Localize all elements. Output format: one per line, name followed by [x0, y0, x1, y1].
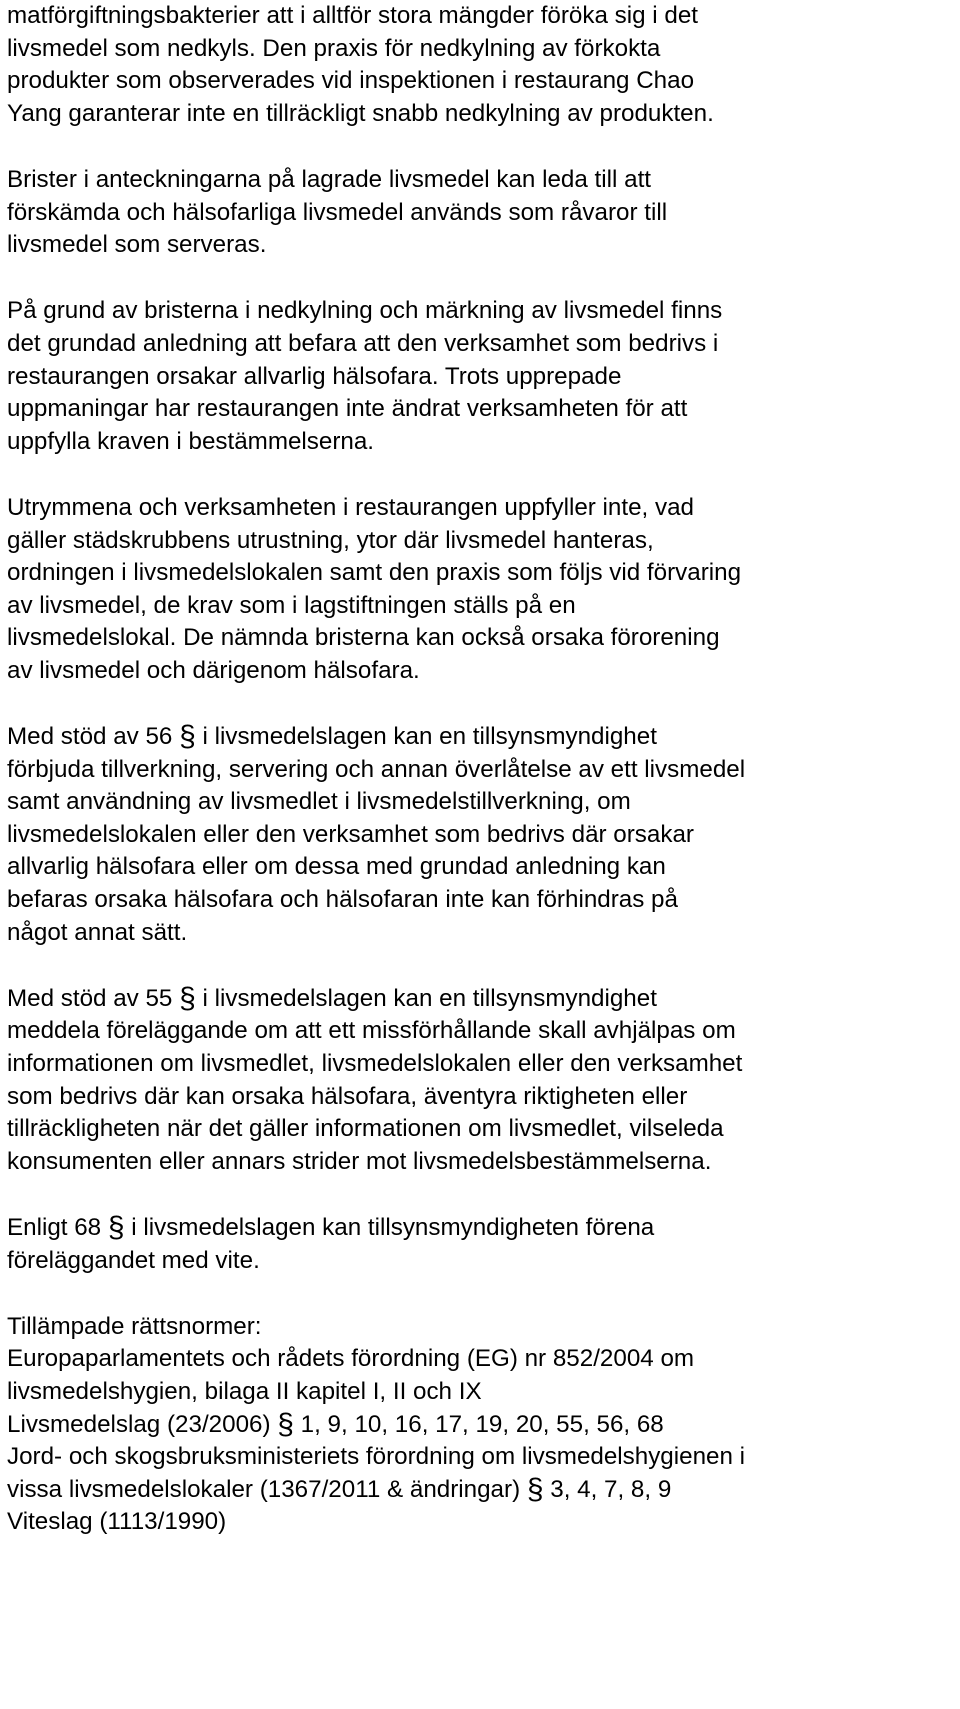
section-sign: § [107, 1210, 125, 1244]
text-line: konsumenten eller annars strider mot livsmedelsbestämmelserna. [7, 1147, 712, 1175]
text-line: uppmaningar har restaurangen inte ändrat verksamheten för att [7, 395, 688, 423]
text-line: restaurangen orsakar allvarlig hälsofara. Trots upprepade [7, 362, 622, 390]
text-fragment: 1, 9, 10, 16, 17, 19, 20, 55, 56, 68 [293, 1410, 664, 1438]
norm-line [7, 1409, 955, 1442]
paragraph-premises [7, 492, 955, 688]
text-line: samt användning av livsmedlet i livsmedelstillverkning, om [7, 788, 631, 816]
norm-line: Jord- och skogsbruksministeriets förordning om livsmedelshygienen i [7, 1443, 746, 1471]
text-line: livsmedelslokalen eller den verksamhet som bedrivs där orsakar [7, 820, 694, 848]
text-line [7, 1212, 955, 1245]
text-line: På grund av bristerna i nedkylning och märkning av livsmedel finns [7, 297, 723, 325]
text-line: av livsmedel, de krav som i lagstiftningen ställs på en [7, 591, 576, 619]
text-line: som bedrivs där kan orsaka hälsofara, äventyra riktigheten eller [7, 1082, 688, 1110]
text-line: Brister i anteckningarna på lagrade livsmedel kan leda till att [7, 165, 652, 193]
text-line: livsmedelslokal. De nämnda bristerna kan också orsaka förorening [7, 624, 720, 652]
text-line [7, 721, 955, 754]
text-line: befaras orsaka hälsofara och hälsofaran inte kan förhindras på [7, 886, 678, 914]
section-sign: § [526, 1472, 544, 1506]
text-line: ordningen i livsmedelslokalen samt den praxis som följs vid förvaring [7, 559, 742, 587]
paragraph-section-68 [7, 1212, 955, 1277]
text-fragment: Med stöd av 56 [7, 723, 180, 751]
text-line: gäller städskrubbens utrustning, ytor där livsmedel hanteras, [7, 526, 654, 554]
paragraph-section-56 [7, 721, 955, 949]
text-fragment: vissa livsmedelslokaler (1367/2011 & ändringar) [7, 1475, 527, 1503]
text-line: livsmedel som serveras. [7, 231, 267, 259]
text-line: uppfylla kraven i bestämmelserna. [7, 427, 375, 455]
text-line: förbjuda tillverkning, servering och annan överlåtelse av ett livsmedel [7, 755, 746, 783]
text-line: allvarlig hälsofara eller om dessa med grundad anledning kan [7, 853, 666, 881]
text-line [7, 983, 955, 1016]
text-line: något annat sätt. [7, 918, 188, 946]
text-line: förskämda och hälsofarliga livsmedel används som råvaror till [7, 198, 668, 226]
section-sign: § [179, 981, 196, 1015]
text-line: matförgiftningsbakterier att i alltför stora mängder föröka sig i det [7, 2, 699, 29]
text-line: produkter som observerades vid inspektionen i restaurang Chao [7, 67, 695, 95]
text-line: av livsmedel och därigenom hälsofara. [7, 656, 420, 684]
paragraph-records [7, 164, 955, 262]
text-line: Utrymmena och verksamheten i restaurangen uppfyller inte, vad [7, 493, 694, 521]
document-page [7, 0, 955, 1539]
norms-heading: Tillämpade rättsnormer: [7, 1312, 262, 1340]
section-sign: § [179, 720, 196, 754]
text-fragment: i livsmedelslagen kan en tillsynsmyndighet [195, 984, 657, 1012]
paragraph-health-hazard [7, 295, 955, 458]
text-fragment: Med stöd av 55 [7, 984, 180, 1012]
norm-line: Viteslag (1113/1990) [7, 1508, 227, 1536]
text-line: det grundad anledning att befara att den verksamhet som bedrivs i [7, 329, 719, 357]
norm-line: livsmedelshygien, bilaga II kapitel I, II och IX [7, 1377, 482, 1405]
section-sign: § [277, 1407, 294, 1441]
text-line: föreläggandet med vite. [7, 1246, 260, 1274]
text-line: meddela föreläggande om att ett missförhållande skall avhjälpas om [7, 1017, 736, 1045]
text-line: informationen om livsmedlet, livsmedelslokalen eller den verksamhet [7, 1050, 743, 1077]
norm-line [7, 1474, 955, 1507]
text-line: tillräckligheten när det gäller informationen om livsmedlet, vilseleda [7, 1115, 724, 1143]
paragraph-section-55 [7, 983, 955, 1179]
text-fragment: i livsmedelslagen kan en tillsynsmyndighet [195, 723, 657, 751]
text-line: Yang garanterar inte en tillräckligt snabb nedkylning av produkten. [7, 99, 714, 127]
text-fragment: 3, 4, 7, 8, 9 [543, 1475, 672, 1503]
text-fragment: i livsmedelslagen kan tillsynsmyndigheten förena [124, 1213, 655, 1241]
text-line: livsmedel som nedkyls. Den praxis för nedkylning av förkokta [7, 34, 661, 62]
norm-line: Europaparlamentets och rådets förordning (EG) nr 852/2004 om [7, 1345, 695, 1373]
text-fragment: Livsmedelslag (23/2006) [7, 1410, 278, 1438]
applied-legal-norms [7, 1311, 955, 1539]
paragraph-cooling [7, 0, 955, 130]
text-fragment: Enligt 68 [7, 1213, 108, 1241]
